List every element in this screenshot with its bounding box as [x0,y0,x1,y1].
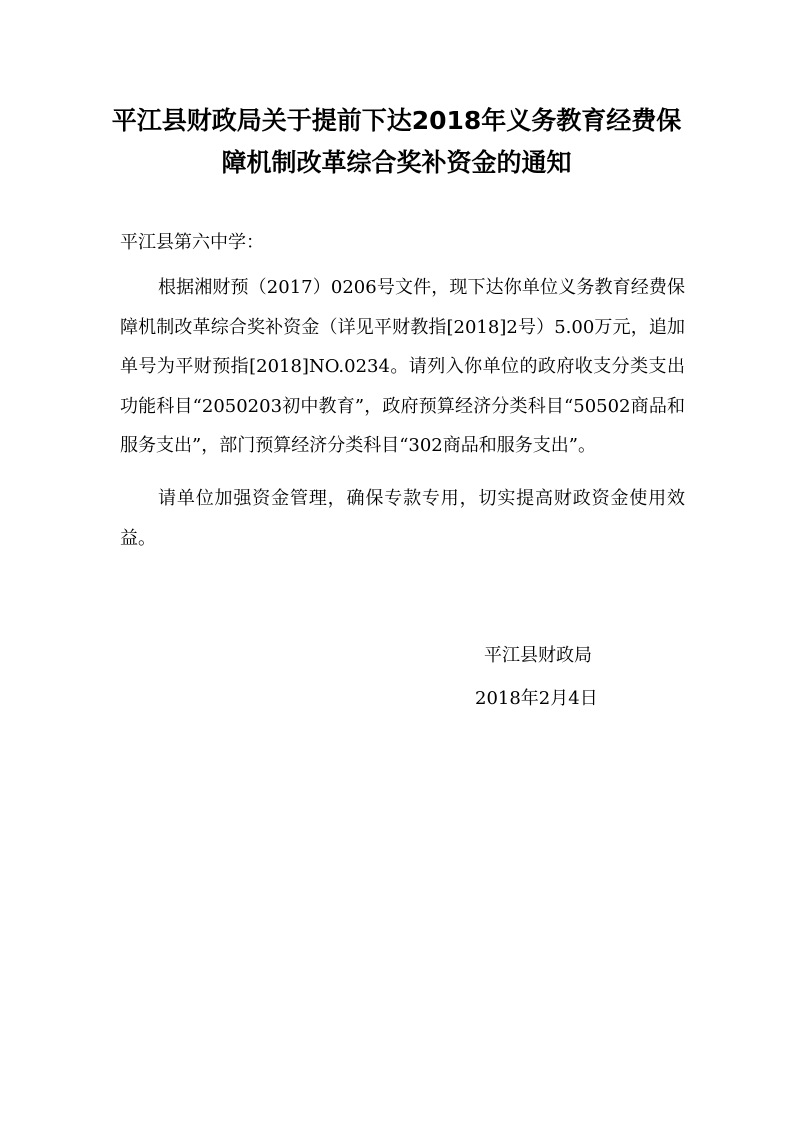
body-paragraph-1: 根据湘财预（2017）0206号文件，现下达你单位义务教育经费保障机制改革综合奖补资金（详见平财教指[2018]2号）5.00万元，追加单号为平财预指[2018]NO.0234。请列入你单位的政府收支分类支出功能科目“2050203初中教育”，政府预算经济分类科目“50502商品和服务支出”，部门预算经济分类科目“302商品和服务支出”。 [120,277,685,456]
signer: 平江县财政局 [484,645,592,666]
document-title-line-1: 平江县财政局关于提前下达2018年义务教育经费保 [111,106,682,135]
document-title-line-2: 障机制改革综合奖补资金的通知 [221,148,572,177]
salutation: 平江县第六中学： [120,232,264,253]
issue-date: 2018年2月4日 [475,688,598,709]
body-paragraph-2: 请单位加强资金管理，确保专款专用，切实提高财政资金使用效益。 [120,488,685,549]
